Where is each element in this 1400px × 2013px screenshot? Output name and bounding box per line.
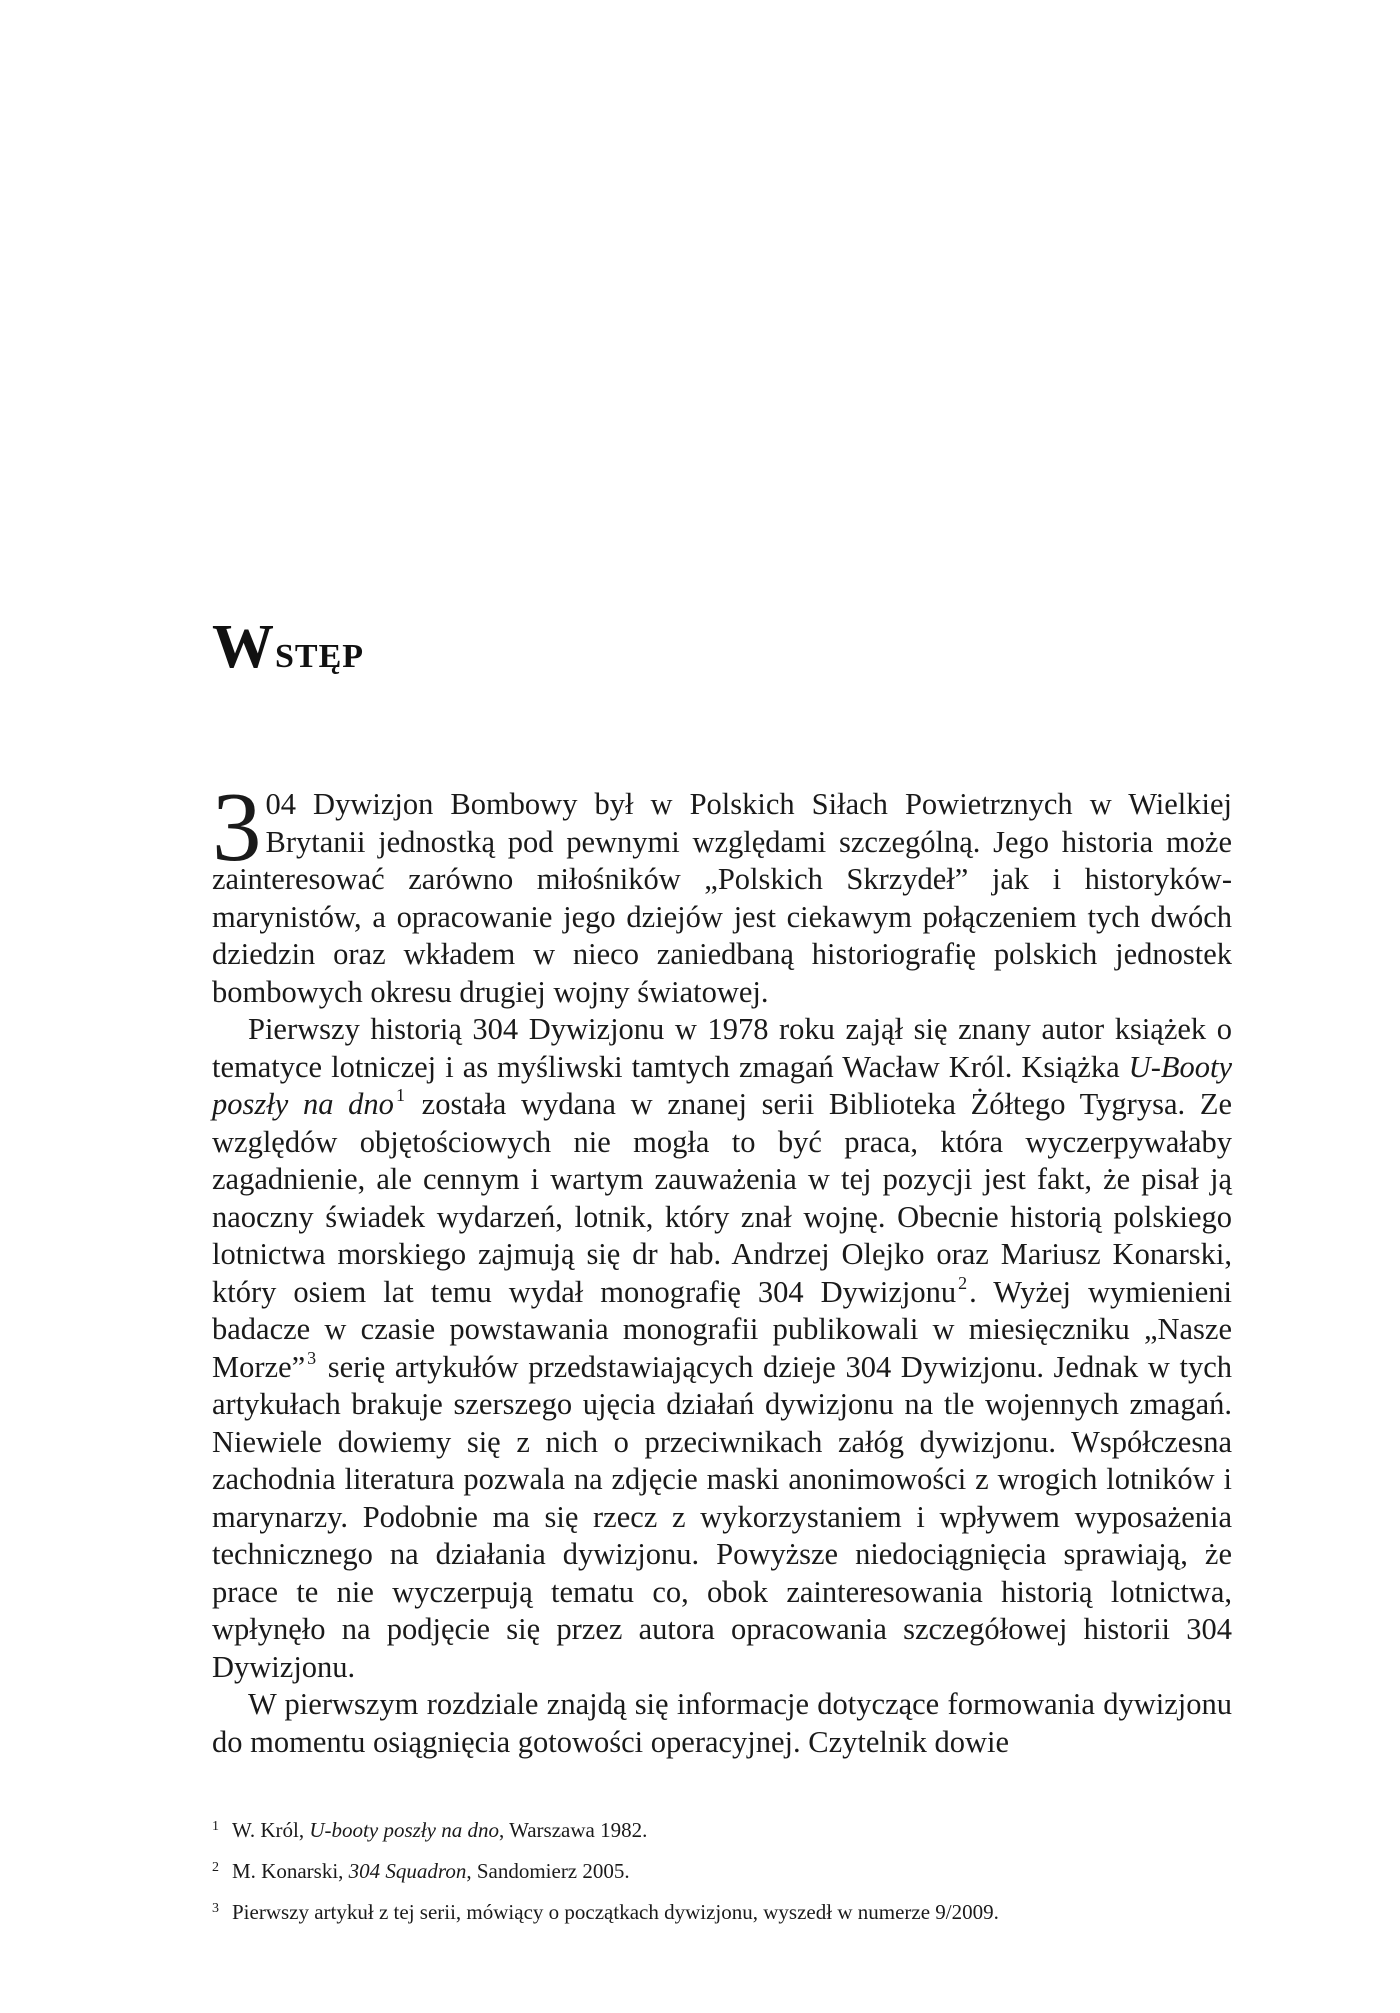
dropcap: 3	[212, 773, 262, 882]
heading-rest: stęp	[275, 625, 365, 678]
footnote-2	[212, 1849, 1232, 1890]
heading-first-letter: W	[212, 613, 275, 681]
paragraph-text: została wydana w znanej serii Biblioteka Żółtego Tygrysa. Ze względów objętościowych nie mogła to być praca, która wyczerpywałaby zagadnienie, ale cennym i wartym zauważenia w tej pozycji jest fakt, że pisał ją naoczny świadek wydarzeń, lotnik, który znał wojnę. Obecnie historią polskiego lotnictwa morskiego zajmują się dr hab. Andrzej Olejko oraz Mariusz Konarski, który osiem lat temu wydał monografię 304 Dywizjonu	[212, 1087, 1233, 1309]
paragraph-1	[212, 773, 1232, 1011]
footnote-text: Pierwszy artykuł z tej serii, mówiący o początkach dywizjonu, wyszedł w numerze 9/2009.	[232, 1900, 999, 1924]
paragraph-text: W pierwszym rozdziale znajdą się informacje dotyczące formowania dywizjonu do momentu osiągnięcia gotowości operacyjnej. Czytelnik dowie	[212, 1687, 1232, 1759]
footnote-text: M. Konarski,	[232, 1859, 349, 1883]
footnote-text: W. Król,	[232, 1818, 310, 1842]
paragraph-text: 04 Dywizjon Bombowy był w Polskich Siłach Powietrznych w Wielkiej Brytanii jednostką pod pewnymi względami szczególną. Jego historia może zainteresować zarówno miłośników „Polskich Skrzydeł” jak i historyków-marynistów, a opracowanie jego dziejów jest ciekawym połączeniem tych dwóch dziedzin oraz wkładem w nieco zaniedbaną historiografię polskich jednostek bombowych okresu drugiej wojny światowej.	[212, 787, 1232, 1009]
footnote-ref-1: 1	[395, 1085, 405, 1105]
body-text	[212, 773, 1233, 1761]
footnote-number: 3	[212, 1901, 219, 1916]
paragraph-2	[212, 1011, 1232, 1686]
footnote-ref-2: 2	[958, 1272, 968, 1293]
footnote-text: , Sandomierz 2005.	[466, 1859, 630, 1883]
footnote-italic: 304 Squadron	[348, 1859, 467, 1883]
footnote-italic: U-booty poszły na dno	[309, 1818, 499, 1842]
paragraph-text: Pierwszy historią 304 Dywizjonu w 1978 roku zajął się znany autor książek o tematyce lotniczej i as myśliwski tamtych zmagań Wacław Król. Książka	[212, 1012, 1232, 1084]
footnote-3	[212, 1890, 1232, 1931]
book-title-italic: U-Booty poszły na dno	[212, 1049, 1232, 1121]
footnote-1	[212, 1808, 1232, 1849]
footnote-ref-3: 3	[307, 1347, 317, 1368]
chapter-heading	[212, 612, 364, 683]
paragraph-3	[212, 1686, 1232, 1761]
paragraph-text: serię artykułów przedstawiających dzieje 304 Dywizjonu. Jednak w tych artykułach brakuje szerszego ujęcia działań dywizjonu na tle wojennych zmagań. Niewiele dowiemy się z nich o przeciwnikach załóg dywizjonu. Współczesna zachodnia literatura pozwala na zdjęcie maski anonimowości z wrogich lotników i marynarzy. Podobnie ma się rzecz z wykorzystaniem i wpływem wyposażenia technicznego na działania dywizjonu. Powyższe niedociągnięcia sprawiają, że prace te nie wyczerpują tematu co, obok zainteresowania historią lotnictwa, wpłynęło na podjęcie się przez autora opracowania szczegółowej historii 304 Dywizjonu.	[212, 1349, 1232, 1684]
footnote-number: 2	[212, 1860, 219, 1875]
footnote-number: 1	[212, 1819, 219, 1834]
paragraph-text: . Wyżej wymienieni badacze w czasie powstawania monografii publikowali w miesięczniku „Nasze Morze”	[212, 1274, 1232, 1384]
footnote-text: , Warszawa 1982.	[498, 1818, 648, 1842]
footnotes	[212, 1808, 1232, 1931]
